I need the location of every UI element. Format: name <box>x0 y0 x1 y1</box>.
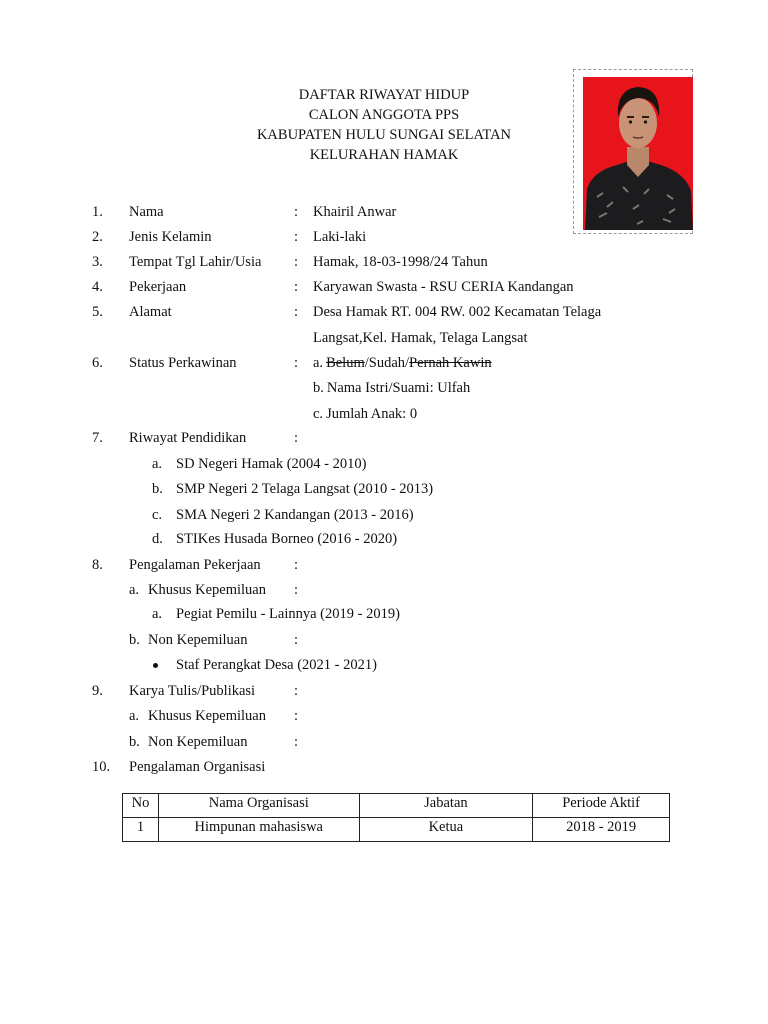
separator: : <box>294 304 299 320</box>
children-count <box>313 405 417 423</box>
edu-item: STIKes Husada Borneo (2016 - 2020) <box>176 531 398 547</box>
marital-status-options <box>313 354 492 372</box>
label-nama: Nama <box>129 204 164 220</box>
label-ttl: Tempat Tgl Lahir/Usia <box>129 254 262 270</box>
sub-marker: b. <box>129 632 140 648</box>
value-alamat-line2: Langsat,Kel. Hamak, Telaga Langsat <box>313 330 528 346</box>
label-pengalaman-pekerjaan: Pengalaman Pekerjaan <box>129 557 261 573</box>
option-marker: c. <box>313 406 324 422</box>
doc-kelurahan: KELURAHAN HAMAK <box>309 147 459 163</box>
item-number: 8. <box>92 557 103 573</box>
edu-marker: a. <box>152 456 163 472</box>
label-pekerjaan: Pekerjaan <box>129 279 187 295</box>
table-cell: Ketua <box>359 818 533 842</box>
separator: : <box>294 204 299 220</box>
edu-marker: c. <box>152 507 163 523</box>
edu-item: SMP Negeri 2 Telaga Langsat (2010 - 2013) <box>176 481 434 497</box>
item-number: 10. <box>92 759 111 775</box>
item-number: 7. <box>92 430 103 446</box>
table-cell: 2018 - 2019 <box>533 818 670 842</box>
column-header: No <box>123 794 159 818</box>
work-marker: a. <box>152 606 163 622</box>
separator: : <box>294 582 299 598</box>
table-row <box>123 818 670 842</box>
label-alamat: Alamat <box>129 304 172 320</box>
column-header: Jabatan <box>359 794 533 818</box>
separator: : <box>294 683 299 699</box>
option-slash: / <box>405 355 410 371</box>
edu-item: SD Negeri Hamak (2004 - 2010) <box>176 456 367 472</box>
option-pernah-kawin: Pernah Kawin <box>409 355 492 371</box>
separator: : <box>294 254 299 270</box>
children-value: Jumlah Anak: 0 <box>326 406 418 422</box>
doc-region: KABUPATEN HULU SUNGAI SELATAN <box>256 127 512 143</box>
sub-label-non-kepemiluan: Non Kepemiluan <box>148 734 248 750</box>
separator: : <box>294 734 299 750</box>
label-riwayat-pendidikan: Riwayat Pendidikan <box>129 430 247 446</box>
item-number: 2. <box>92 229 103 245</box>
separator: : <box>294 430 299 446</box>
separator: : <box>294 279 299 295</box>
value-alamat-line1: Desa Hamak RT. 004 RW. 002 Kecamatan Telaga <box>313 304 602 320</box>
value-ttl: Hamak, 18-03-1998/24 Tahun <box>313 254 488 270</box>
sub-marker: b. <box>129 734 140 750</box>
separator: : <box>294 557 299 573</box>
option-marker: a. <box>313 355 324 371</box>
edu-marker: d. <box>152 531 163 547</box>
item-number: 9. <box>92 683 103 699</box>
table-cell: 1 <box>123 818 159 842</box>
doc-title: DAFTAR RIWAYAT HIDUP <box>298 87 470 103</box>
option-belum: Belum <box>326 355 365 371</box>
table-cell: Himpunan mahasiswa <box>158 818 359 842</box>
label-jenis-kelamin: Jenis Kelamin <box>129 229 212 245</box>
work-item: Staf Perangkat Desa (2021 - 2021) <box>176 657 377 673</box>
edu-marker: b. <box>152 481 163 497</box>
table-header-row <box>123 794 670 818</box>
option-slash: / <box>364 355 369 371</box>
item-number: 6. <box>92 355 103 371</box>
sub-marker: a. <box>129 582 140 598</box>
separator: : <box>294 229 299 245</box>
sub-label-khusus-kepemiluan: Khusus Kepemiluan <box>148 582 266 598</box>
option-sudah: Sudah <box>368 355 406 371</box>
item-number: 5. <box>92 304 103 320</box>
value-nama: Khairil Anwar <box>313 204 397 220</box>
item-number: 4. <box>92 279 103 295</box>
organization-table <box>122 793 670 842</box>
spouse-value: Nama Istri/Suami: Ulfah <box>326 380 471 396</box>
work-item: Pegiat Pemilu - Lainnya (2019 - 2019) <box>176 606 400 622</box>
value-pekerjaan: Karyawan Swasta - RSU CERIA Kandangan <box>313 279 574 295</box>
bullet-icon <box>153 663 158 668</box>
column-header: Nama Organisasi <box>158 794 359 818</box>
doc-subtitle: CALON ANGGOTA PPS <box>308 107 460 123</box>
sub-marker: a. <box>129 708 140 724</box>
label-status-perkawinan: Status Perkawinan <box>129 355 237 371</box>
sub-label-non-kepemiluan: Non Kepemiluan <box>148 632 248 648</box>
item-number: 3. <box>92 254 103 270</box>
separator: : <box>294 355 299 371</box>
sub-label-khusus-kepemiluan: Khusus Kepemiluan <box>148 708 266 724</box>
edu-item: SMA Negeri 2 Kandangan (2013 - 2016) <box>176 507 414 523</box>
label-pengalaman-organisasi: Pengalaman Organisasi <box>129 759 266 775</box>
option-marker: b. <box>313 380 324 396</box>
spouse-name <box>313 379 470 397</box>
profile-photo <box>583 77 693 230</box>
separator: : <box>294 632 299 648</box>
separator: : <box>294 708 299 724</box>
column-header: Periode Aktif <box>533 794 670 818</box>
label-karya-tulis: Karya Tulis/Publikasi <box>129 683 256 699</box>
value-jenis-kelamin: Laki-laki <box>313 229 367 245</box>
item-number: 1. <box>92 204 103 220</box>
